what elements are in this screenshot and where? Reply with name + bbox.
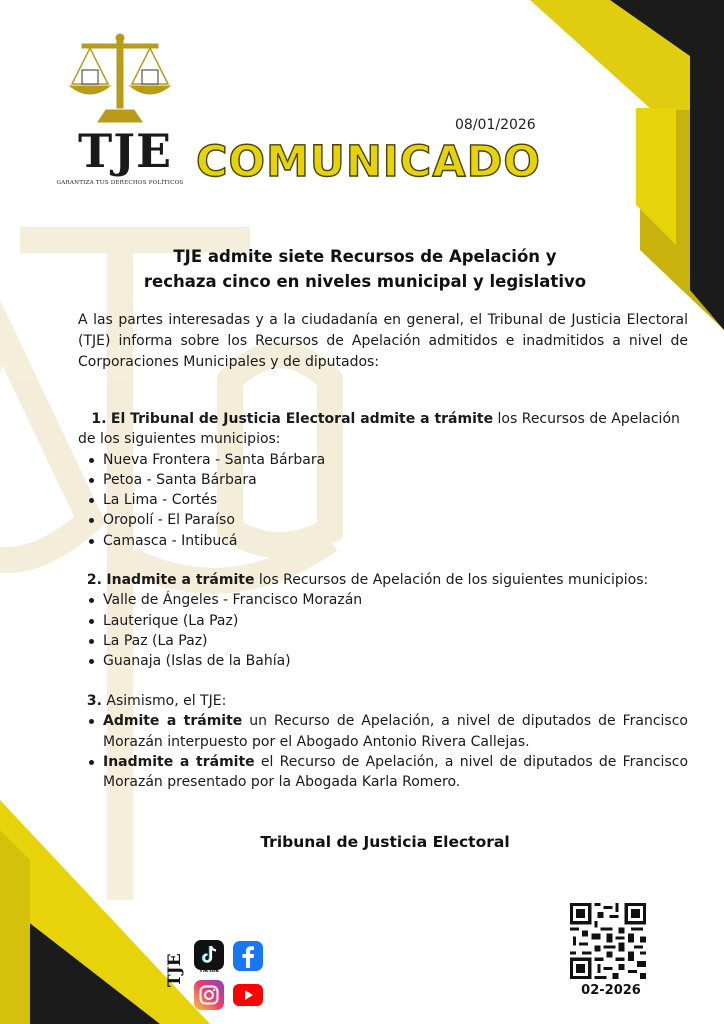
section-2-text: los Recursos de Apelación de los siguientes municipios:	[258, 572, 649, 588]
tiktok-icon[interactable]	[194, 940, 224, 970]
section-1-text: los Recursos de Apelación	[497, 411, 680, 427]
section-2-bold: Inadmite a trámite	[106, 572, 255, 588]
section-2-heading	[78, 570, 688, 590]
instagram-icon[interactable]	[194, 980, 224, 1010]
list-item	[78, 711, 688, 752]
instagram-glyph-icon	[194, 980, 224, 1010]
section-1-heading	[78, 409, 688, 429]
section-3-heading	[78, 691, 688, 711]
list-item: Camasca - Intibucá	[78, 531, 688, 551]
tiktok-glyph-icon	[194, 940, 224, 970]
headline-line-2: rechaza cinco en niveles municipal y legislativo	[143, 272, 587, 291]
list-item-bold: Inadmite a trámite	[103, 753, 255, 770]
date: 08/01/2026	[455, 117, 536, 133]
section-2	[78, 570, 688, 671]
section-3-text: Asimismo, el TJE:	[106, 693, 227, 709]
youtube-icon[interactable]	[233, 984, 263, 1006]
facebook-glyph-icon	[233, 941, 263, 971]
section-1-number: 1.	[91, 411, 107, 427]
facebook-icon[interactable]	[233, 941, 263, 971]
list-item: Valle de Ángeles - Francisco Morazán	[78, 590, 688, 610]
signature: Tribunal de Justicia Electoral	[260, 833, 510, 851]
list-item: Nueva Frontera - Santa Bárbara	[78, 450, 688, 470]
scales-logo-icon	[68, 30, 172, 126]
list-item: Oropolí - El Paraíso	[78, 510, 688, 530]
headline-line-1: TJE admite siete Recursos de Apelación y	[173, 247, 557, 266]
logo-initials: TJE	[78, 124, 173, 178]
list-item: Petoa - Santa Bárbara	[78, 470, 688, 490]
footer-brand: TJE	[165, 953, 185, 987]
qr-code-icon	[570, 903, 646, 979]
list-item	[78, 752, 688, 793]
list-item-text: el Recurso de Apelación, a nivel de diputados de Francisco Morazán presentado por la Abogada Karla Romero.	[103, 753, 689, 791]
section-1	[78, 409, 688, 551]
headline	[120, 244, 610, 294]
section-1-continuation: de los siguientes municipios:	[78, 431, 281, 448]
youtube-glyph-icon	[233, 984, 263, 1006]
page-title: COMUNICADO	[196, 137, 541, 187]
section-3	[78, 691, 688, 792]
section-1-list	[78, 450, 688, 551]
logo-slogan: GARANTIZA TUS DERECHOS POLÍTICOS	[56, 180, 184, 186]
list-item-text: un Recurso de Apelación, a nivel de diputados de Francisco Morazán interpuesto por el Abogado Antonio Rivera Callejas.	[103, 713, 688, 750]
list-item: Guanaja (Islas de la Bahía)	[78, 651, 688, 671]
section-2-number: 2.	[86, 572, 102, 588]
list-item: La Paz (La Paz)	[78, 631, 688, 651]
section-3-number: 3.	[86, 693, 102, 709]
list-item: La Lima - Cortés	[78, 490, 688, 510]
section-1-bold: El Tribunal de Justicia Electoral admite a trámite	[110, 411, 494, 427]
section-2-list	[78, 590, 688, 671]
section-3-list	[78, 711, 688, 792]
qr-caption: 02-2026	[581, 983, 641, 998]
intro-paragraph: A las partes interesadas y a la ciudadanía en general, el Tribunal de Justicia Electoral (TJE) informa sobre los Recursos de Apelación admitidos e inadmitidos a nivel de Corporaciones Municipales y de diputados:	[78, 312, 688, 370]
list-item: Lauterique (La Paz)	[78, 611, 688, 631]
tiktok-label: TikTok	[199, 968, 219, 974]
list-item-bold: Admite a trámite	[103, 713, 243, 730]
